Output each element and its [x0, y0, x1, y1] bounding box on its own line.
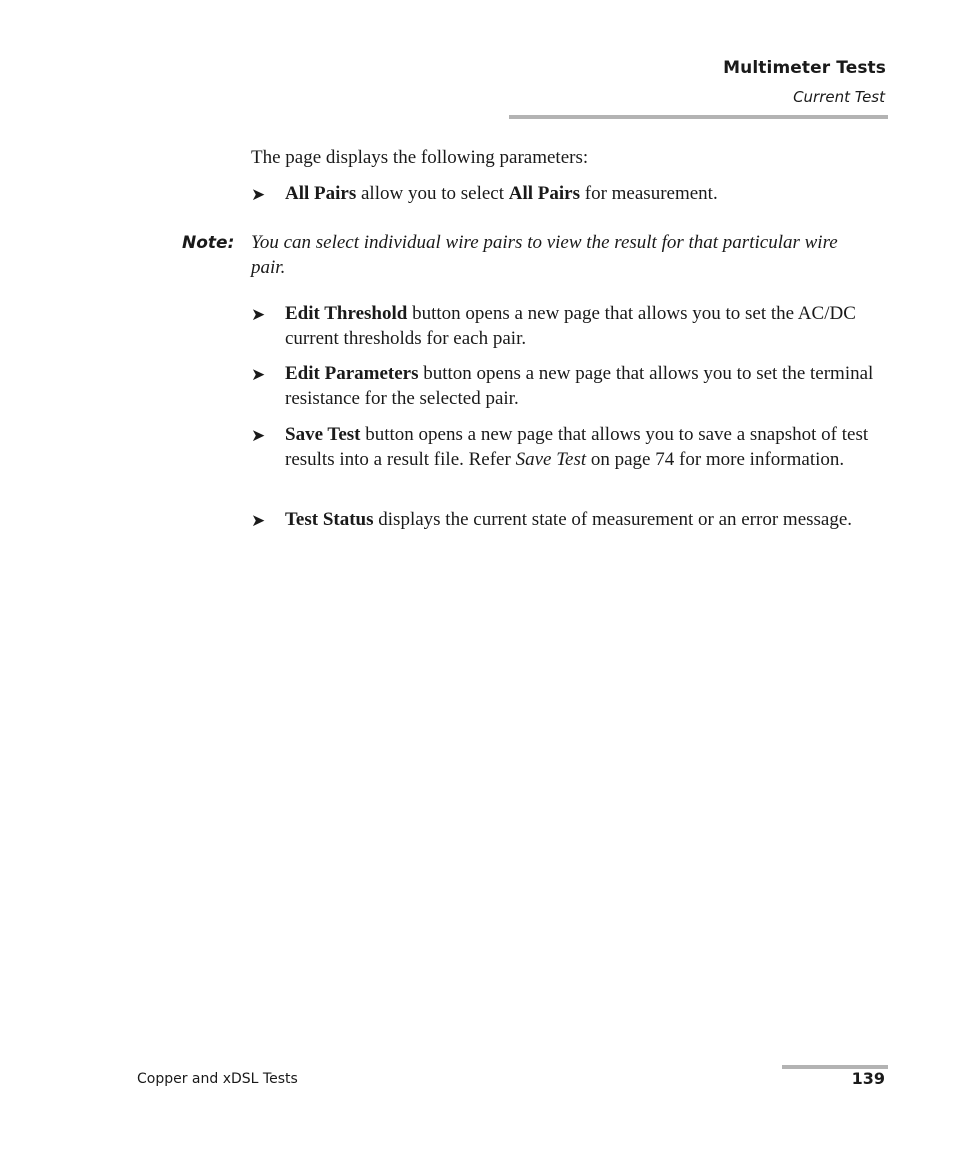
header-rule — [509, 115, 888, 119]
bullet-text — [285, 362, 885, 411]
bullet-body: for measurement. — [580, 183, 718, 204]
bullet-body: displays the current state of measurement or an error message. — [373, 509, 853, 530]
footer-book-title: Copper and xDSL Tests — [137, 1071, 298, 1087]
arrow-bullet-icon: ➤ — [251, 305, 266, 325]
bullet-body: button opens a new page that allows you to save a snapshot of test results into a result file. Refer — [285, 424, 869, 470]
bullet-body: button opens a new page that allows you to set the AC/DC current thresholds for each pair. — [285, 303, 856, 349]
note-label: Note: — [182, 233, 235, 253]
cross-reference-link[interactable]: Save Test — [515, 448, 587, 470]
header-title: Multimeter Tests — [723, 58, 886, 78]
term-edit-parameters: Edit Parameters — [285, 363, 419, 384]
bullet-text — [285, 423, 885, 472]
term-test-status: Test Status — [285, 509, 374, 530]
term-edit-threshold: Edit Threshold — [285, 303, 408, 324]
intro-paragraph: The page displays the following parameters: — [251, 147, 589, 168]
footer-page-number: 139 — [851, 1069, 885, 1088]
bullet-text — [285, 302, 885, 351]
bullet-test-status — [251, 508, 891, 533]
arrow-bullet-icon: ➤ — [251, 185, 266, 205]
arrow-bullet-icon: ➤ — [251, 426, 266, 446]
arrow-bullet-icon: ➤ — [251, 365, 266, 385]
bullet-edit-parameters — [251, 362, 891, 411]
bullet-body: button opens a new page that allows you to set the terminal resistance for the selected pair. — [285, 363, 874, 409]
bullet-save-test — [251, 423, 891, 472]
bullet-text — [285, 508, 885, 533]
bullet-body: on page 74 for more information. — [586, 448, 845, 470]
bullet-edit-threshold — [251, 302, 891, 351]
header-subtitle: Current Test — [793, 88, 885, 106]
bullet-all-pairs — [251, 182, 891, 207]
arrow-bullet-icon: ➤ — [251, 511, 266, 531]
term-all-pairs: All Pairs — [285, 183, 357, 204]
note-text: You can select individual wire pairs to view the result for that particular wire pair. — [251, 232, 838, 278]
term-save-test: Save Test — [285, 424, 361, 445]
bullet-body: allow you to select — [356, 183, 509, 204]
term-all-pairs-2: All Pairs — [508, 183, 580, 204]
bullet-text — [285, 182, 885, 207]
